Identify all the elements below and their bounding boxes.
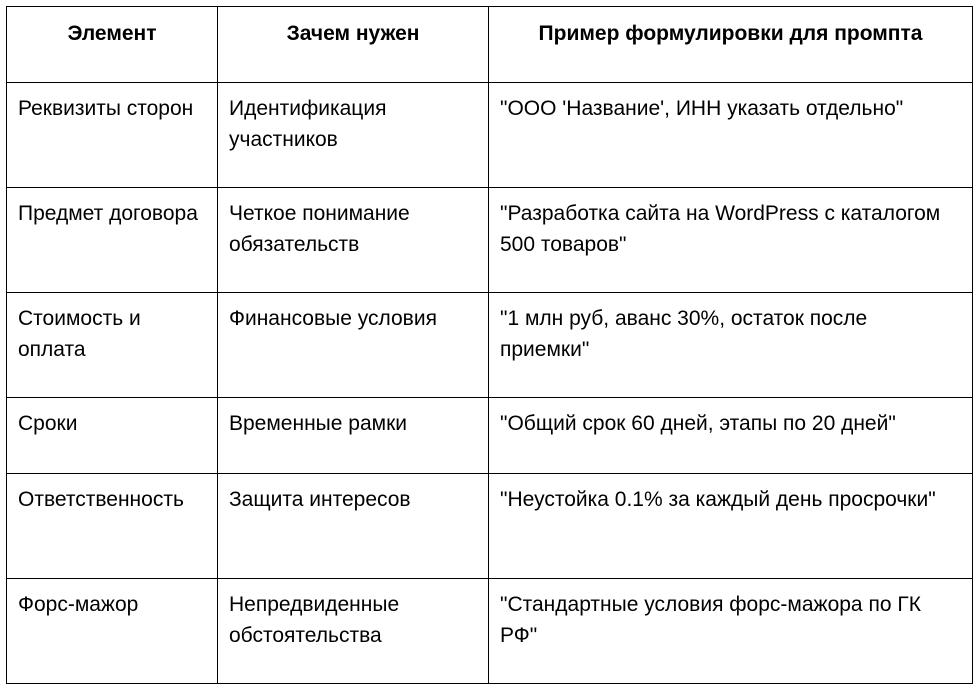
table-row	[7, 579, 973, 684]
header-row	[7, 7, 973, 83]
cell-example: "Общий срок 60 дней, этапы по 20 дней"	[489, 398, 973, 474]
table-row	[7, 474, 973, 579]
cell-purpose: Защита интересов	[218, 474, 489, 579]
table-body	[7, 83, 973, 684]
cell-purpose: Непредвиденные обстоятельства	[218, 579, 489, 684]
cell-example: "Стандартные условия форс-мажора по ГК РФ"	[489, 579, 973, 684]
cell-example: "1 млн руб, аванс 30%, остаток после приемки"	[489, 293, 973, 398]
column-header-purpose: Зачем нужен	[218, 7, 489, 83]
contract-elements-table	[6, 6, 973, 684]
table-row	[7, 83, 973, 188]
cell-example: "Неустойка 0.1% за каждый день просрочки"	[489, 474, 973, 579]
cell-element: Реквизиты сторон	[7, 83, 218, 188]
cell-element: Предмет договора	[7, 188, 218, 293]
cell-element: Сроки	[7, 398, 218, 474]
column-header-example: Пример формулировки для промпта	[489, 7, 973, 83]
cell-purpose: Финансовые условия	[218, 293, 489, 398]
cell-example: "Разработка сайта на WordPress с каталогом 500 товаров"	[489, 188, 973, 293]
cell-element: Форс-мажор	[7, 579, 218, 684]
table-row	[7, 293, 973, 398]
table-row	[7, 398, 973, 474]
cell-purpose: Временные рамки	[218, 398, 489, 474]
cell-element: Ответственность	[7, 474, 218, 579]
cell-purpose: Идентификация участников	[218, 83, 489, 188]
table-header	[7, 7, 973, 83]
cell-element: Стоимость и оплата	[7, 293, 218, 398]
column-header-element: Элемент	[7, 7, 218, 83]
table-row	[7, 188, 973, 293]
cell-example: "ООО 'Название', ИНН указать отдельно"	[489, 83, 973, 188]
cell-purpose: Четкое понимание обязательств	[218, 188, 489, 293]
